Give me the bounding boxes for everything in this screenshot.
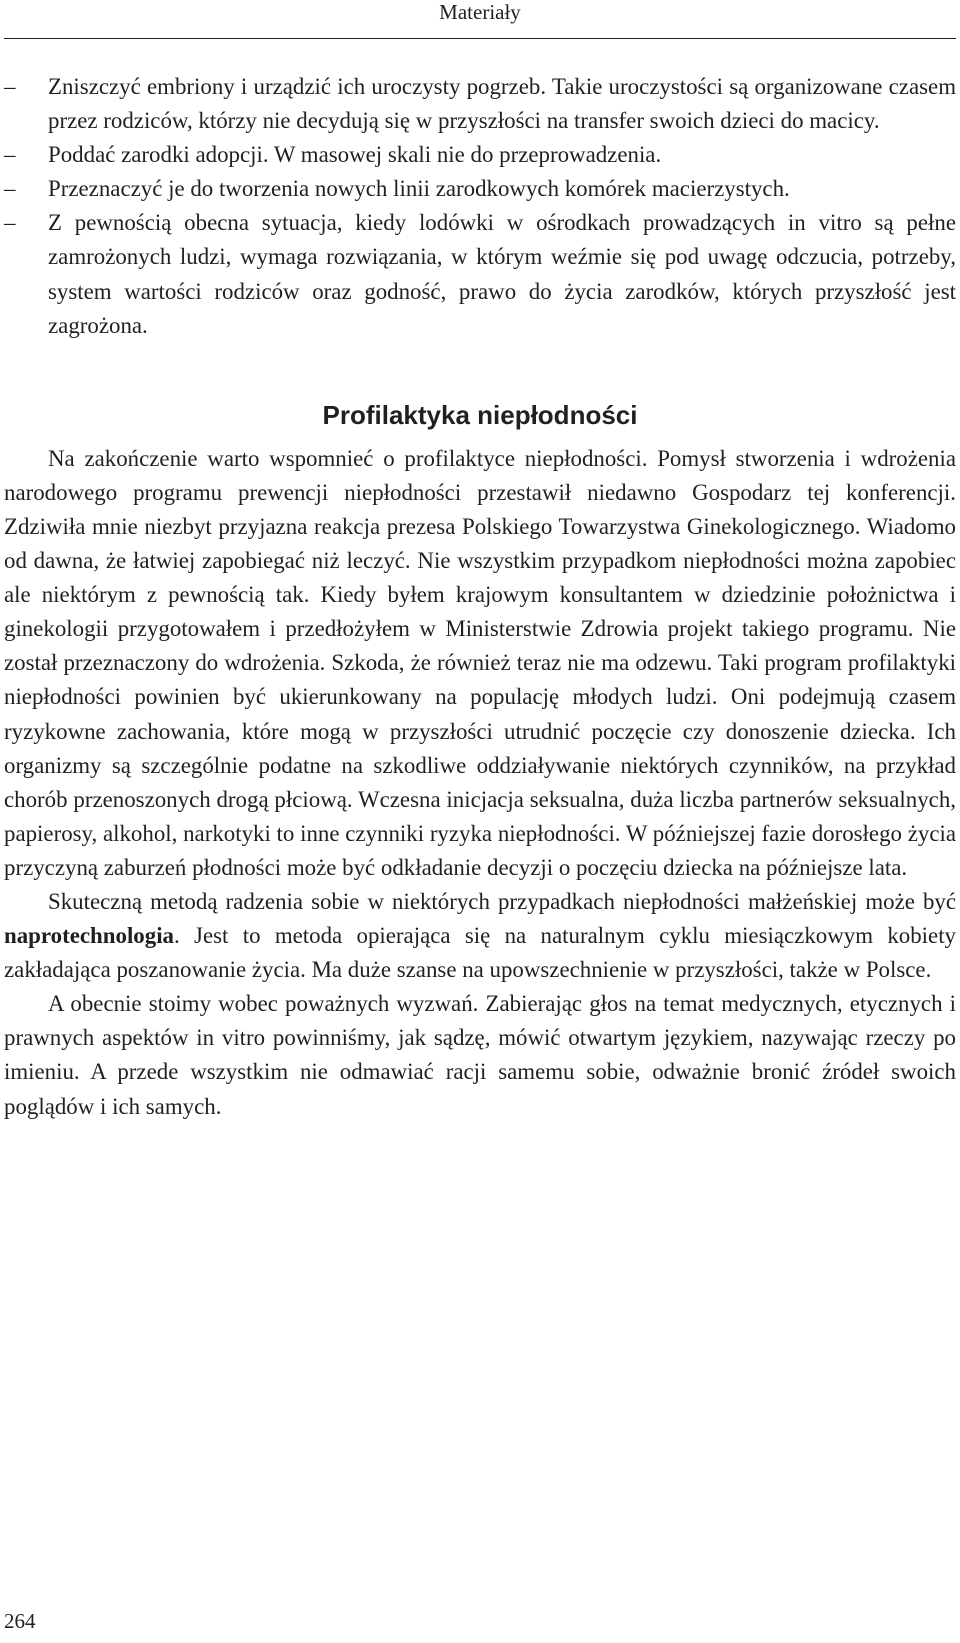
list-item (4, 70, 956, 138)
paragraph-prevention: Na zakończenie warto wspomnieć o profilaktyce niepłodności. Pomysł stworzenia i wdrożenia narodowego programu prewencji niepłodności przestawił niedawno Gospodarz tej konferencji. Zdziwiła mnie niezbyt przyjazna reakcja prezesa Polskiego Towarzystwa Ginekologicznego. Wiadomo od dawna, że łatwiej zapobiegać niż leczyć. Nie wszystkim przypadkom niepłodności można zapobiec ale niektórym z pewnością tak. Kiedy byłem krajowym konsultantem w dziedzinie położnictwa i ginekologii przygotowałem i przedłożyłem w Ministerstwie Zdrowia projekt takiego programu. Nie został przeznaczony do wdrożenia. Szkoda, że również teraz nie ma odzewu. Taki program profilaktyki niepłodności powinien być ukierunkowany na populację młodych ludzi. Oni podejmują czasem ryzykowne zachowania, które mogą w przyszłości utrudnić poczęcie czy donoszenie dziecka. Ich organizmy są szczególnie podatne na szkodliwe oddziaływanie niektórych czynników, na przykład chorób przenoszonych drogą płciową. Wczesna inicjacja seksualna, duża liczba partnerów seksualnych, papierosy, alkohol, narkotyki to inne czynniki ryzyka niepłodności. W późniejszej fazie dorosłego życia przyczyną zaburzeń płodności może być odkładanie decyzji o poczęciu dziecka na późniejsze lata. (4, 445, 956, 880)
list-item-text: Przeznaczyć je do tworzenia nowych linii zarodkowych komórek macierzystych. (48, 176, 790, 202)
list-dash: – (4, 74, 16, 99)
list-item-text: Poddać zarodki adopcji. W masowej skali nie do przeprowadzenia. (48, 142, 662, 168)
paragraph-conclusion: A obecnie stoimy wobec poważnych wyzwań. Zabierając głos na temat medycznych, etycznych i prawnych aspektów in vitro powinniśmy, jak sądzę, mówić otwartym językiem, nazywając rzeczy po imieniu. A przede wszystkim nie odmawiać racji samemu sobie, odważnie bronić źródeł swoich poglądów i ich samych. (4, 991, 956, 1119)
paragraph-text-after: . Jest to metoda opierająca się na naturalnym cyklu miesiączkowym kobiety zakładająca poszanowanie życia. Ma duże szanse na upowszechnienie w przyszłości, także w Polsce. (4, 923, 956, 983)
header-rule (4, 38, 956, 39)
paragraph-text-before: Skuteczną metodą radzenia sobie w niektórych przypadkach niepłodności małżeńskiej może być (48, 888, 956, 914)
running-header-title: Materiały (439, 0, 521, 24)
running-header (0, 0, 960, 40)
list-item (4, 206, 956, 342)
paragraph-naprotechnology (4, 885, 956, 987)
list-dash: – (4, 176, 16, 202)
page-body (4, 70, 956, 1124)
list-dash: – (4, 142, 16, 168)
list-item (4, 172, 956, 206)
list-dash: – (4, 210, 16, 236)
list-item-text: Zniszczyć embriony i urządzić ich uroczysty pogrzeb. Takie uroczystości są organizowane czasem przez rodziców, którzy nie decydują się w przyszłości na transfer swoich dzieci do macicy. (48, 74, 956, 134)
bold-term: naprotechnologia (4, 923, 175, 949)
page-number: 264 (4, 1609, 36, 1633)
list-item (4, 138, 956, 172)
list-item-text: Z pewnością obecna sytuacja, kiedy lodówki w ośrodkach prowadzących in vitro są pełne zamrożonych ludzi, wymaga rozwiązania, w którym weźmie się pod uwagę odczucia, potrzeby, system wartości rodziców oraz godność, prawo do życia zarodków, których przyszłość jest zagrożona. (48, 210, 956, 338)
options-list (4, 70, 956, 343)
section-heading: Profilaktyka niepłodności (322, 399, 638, 430)
